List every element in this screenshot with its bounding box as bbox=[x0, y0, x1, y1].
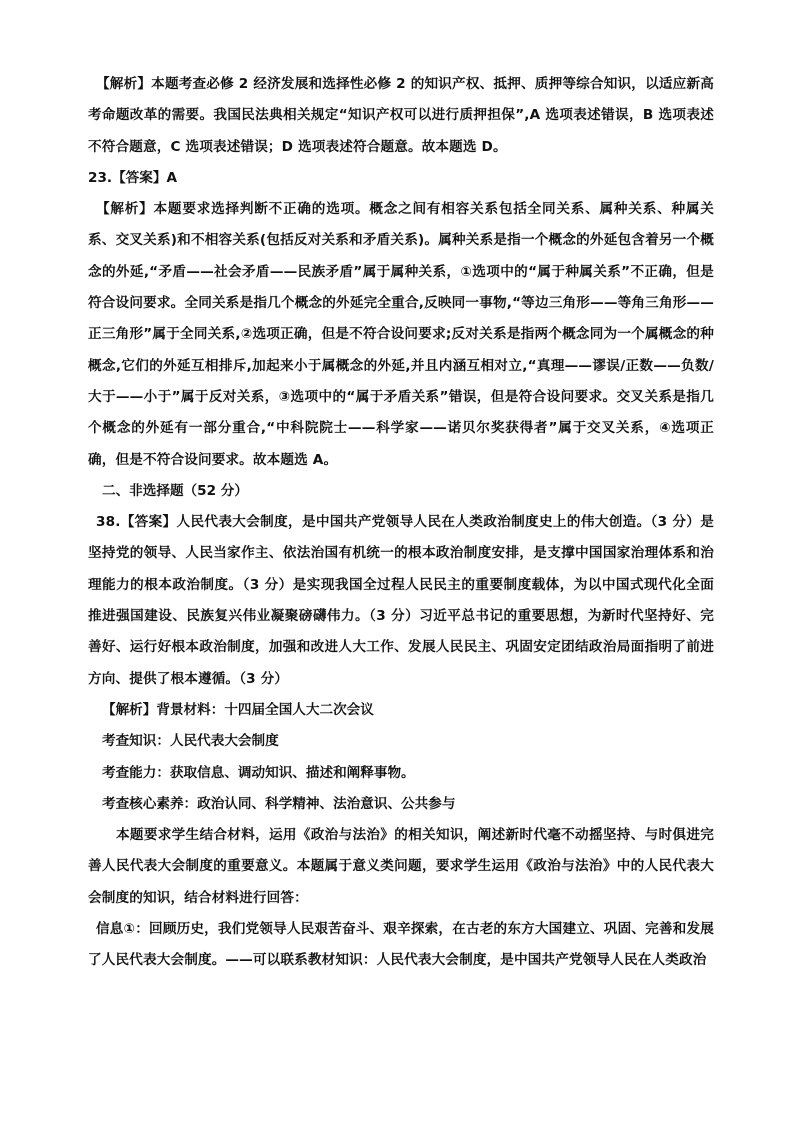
information-1-paragraph: 信息①：回顾历史，我们党领导人民艰苦奋斗、艰辛探索，在古老的东方大国建立、巩固、完善和发展了人民代表大会制度。——可以联系教材知识：人民代表大会制度，是中国共产党领导人民在人类政治 bbox=[88, 921, 714, 969]
document-body bbox=[88, 69, 714, 977]
ability-line: 考查能力：获取信息、调动知识、描述和阐释事物。 bbox=[102, 764, 415, 781]
answer-38-paragraph: 38.【答案】人民代表大会制度，是中国共产党领导人民在人类政治制度史上的伟大创造。（3 分）是坚持党的领导、人民当家作主、依法治国有机统一的根本政治制度安排，是支撑中国国家治理体系和治理能力的根本政治制度。（3 分）是实现我国全过程人民民主的重要制度载体，为以中国式现代化全面推进强国建设、民族复兴伟业凝聚磅礴伟力。（3 分）习近平总书记的重要思想，为新时代坚持好、完善好、运行好根本政治制度，加强和改进人大工作、发展人民民主、巩固安定团结政治局面指明了前进方向、提供了根本遵循。（3 分） bbox=[88, 514, 714, 687]
core-literacy-line: 考查核心素养：政治认同、科学精神、法治意识、公共参与 bbox=[102, 795, 456, 812]
section-title-non-choice: 二、非选择题（52 分） bbox=[102, 482, 248, 499]
answer-23-heading: 23.【答案】A bbox=[88, 169, 177, 186]
knowledge-line: 考查知识：人民代表大会制度 bbox=[102, 733, 279, 750]
question-requirement-paragraph: 本题要求学生结合材料，运用《政治与法治》的相关知识，阐述新时代毫不动摇坚持、与时俱进完善人民代表大会制度的重要意义。本题属于意义类问题，要求学生运用《政治与法治》中的人民代表大会制度的知识，结合材料进行回答： bbox=[88, 827, 714, 906]
analysis-background-line: 【解析】背景材料：十四届全国人大二次会议 bbox=[102, 701, 374, 718]
analysis-paragraph-23: 【解析】本题要求选择判断不正确的选项。概念之间有相容关系包括全同关系、属种关系、种属关系、交叉关系)和不相容关系(包括反对关系和矛盾关系)。属种关系是指一个概念的外延包含着另一个概念的外延,“矛盾——社会矛盾——民族矛盾”属于属种关系，①选项中的“属于种属关系”不正确，但是符合设问要求。全同关系是指几个概念的外延完全重合,反映同一事物,“等边三角形——等角三角形——正三角形”属于全同关系,②选项正确，但是不符合设问要求;反对关系是指两个概念同为一个属概念的种概念,它们的外延互相排斥,加起来小于属概念的外延,并且内涵互相对立,“真理——谬误/正数——负数/大于——小于”属于反对关系，③选项中的“属于矛盾关系”错误，但是符合设问要求。交叉关系是指几个概念的外延有一部分重合,“中科院院士——科学家——诺贝尔奖获得者”属于交叉关系，④选项正确，但是不符合设问要求。故本题选 A。 bbox=[88, 201, 714, 468]
analysis-paragraph-22: 【解析】本题考查必修 2 经济发展和选择性必修 2 的知识产权、抵押、质押等综合知识，以适应新高考命题改革的需要。我国民法典相关规定“知识产权可以进行质押担保”,A 选项表述错误，B 选项表述不符合题意，C 选项表述错误；D 选项表述符合题意。故本题选 D。 bbox=[88, 76, 714, 155]
